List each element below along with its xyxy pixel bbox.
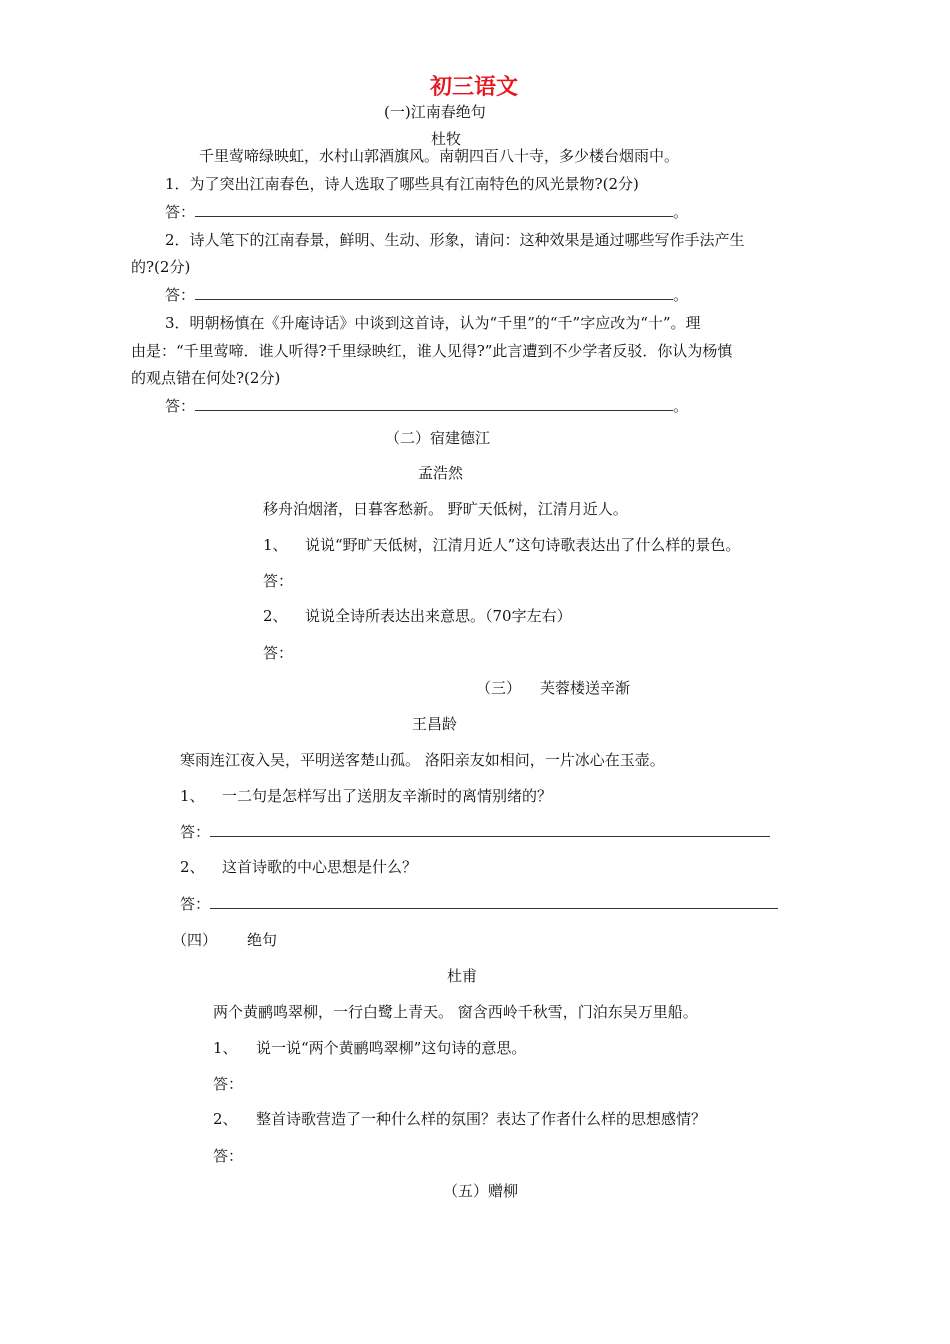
s3-question-2: 这首诗歌的中心思想是什么？ [222, 858, 418, 876]
s4-author: 杜甫 [447, 967, 478, 985]
s3-heading: 芙蓉楼送辛渐 [540, 679, 631, 697]
answer-label: 答： [165, 397, 196, 415]
s2-answer-1: 答： [263, 572, 294, 590]
answer-line[interactable] [195, 202, 673, 217]
s4-heading: 绝句 [247, 931, 278, 949]
s3-question-2-num: 2、 [180, 858, 205, 876]
answer-line[interactable] [210, 894, 778, 909]
answer-line[interactable] [195, 396, 673, 411]
answer-line[interactable] [195, 285, 673, 300]
s4-answer-1: 答： [213, 1075, 244, 1093]
s1-question-2-line1: 2．诗人笔下的江南春景，鲜明、生动、形象，请问：这种效果是通过哪些写作手法产生 [165, 231, 745, 249]
s3-poem: 寒雨连江夜入吴，平明送客楚山孤。 洛阳亲友如相问，一片冰心在玉壶。 [180, 751, 665, 769]
s4-question-2: 整首诗歌营造了一种什么样的氛围？表达了作者什么样的思想感情？ [256, 1110, 707, 1128]
s4-answer-2: 答： [213, 1147, 244, 1165]
answer-label: 答： [165, 286, 196, 304]
s3-author: 王昌龄 [412, 715, 458, 733]
s2-question-2-num: 2、 [263, 607, 288, 625]
s5-heading: （五）赠柳 [443, 1182, 519, 1200]
s1-question-3-line1: 3．明朝杨慎在《升庵诗话》中谈到这首诗，认为“千里”的“千”字应改为“十”。理 [165, 314, 701, 332]
s4-question-2-num: 2、 [213, 1110, 238, 1128]
s1-answer-1: 答： 。 [165, 203, 689, 221]
s3-answer-1 [180, 822, 770, 842]
s2-question-1-num: 1、 [263, 536, 288, 554]
answer-label: 答： [180, 823, 211, 841]
s4-poem: 两个黄鹂鸣翠柳，一行白鹭上青天。 窗含西岭千秋雪，门泊东吴万里船。 [213, 1003, 698, 1021]
s2-author: 孟浩然 [418, 464, 464, 482]
s4-question-1: 说一说“两个黄鹂鸣翠柳”这句诗的意思。 [256, 1039, 527, 1057]
s2-heading: （二）宿建德江 [385, 429, 491, 447]
s2-poem: 移舟泊烟渚，日暮客愁新。 野旷天低树，江清月近人。 [263, 500, 628, 518]
s3-answer-2 [180, 894, 778, 914]
s2-answer-2: 答： [263, 644, 294, 662]
s1-answer-2: 答： 。 [165, 286, 689, 304]
answer-line[interactable] [210, 822, 770, 837]
s1-question-3-line2: 由是：“千里莺啼．谁人听得?千里绿映红，谁人见得?”此言遭到不少学者反驳．你认为杨慎 [131, 342, 733, 360]
s4-heading-num: （四） [172, 931, 218, 949]
s1-question-2-line2: 的?(2分) [131, 258, 191, 276]
answer-label: 答： [165, 203, 196, 221]
s3-heading-num: （三） [476, 679, 522, 697]
s1-poem: 千里莺啼绿映虹，水村山郭酒旗风。南朝四百八十寺，多少楼台烟雨中。 [199, 147, 680, 165]
s2-question-2: 说说全诗所表达出来意思。（70字左右） [305, 607, 572, 625]
s1-author: 杜牧 [431, 130, 462, 148]
s2-question-1: 说说“野旷天低树，江清月近人”这句诗歌表达出了什么样的景色。 [305, 536, 741, 554]
s1-question-1: 1．为了突出江南春色，诗人选取了哪些具有江南特色的风光景物?(2分) [165, 175, 639, 193]
page-title: 初三语文 [430, 74, 519, 100]
answer-label: 答： [180, 895, 211, 913]
s1-answer-3: 答： 。 [165, 397, 689, 415]
s3-question-1: 一二句是怎样写出了送朋友辛渐时的离情别绪的？ [222, 787, 553, 805]
s1-heading: (一)江南春绝句 [384, 103, 486, 121]
s4-question-1-num: 1、 [213, 1039, 238, 1057]
s1-question-3-line3: 的观点错在何处?(2分) [131, 369, 281, 387]
s3-question-1-num: 1、 [180, 787, 205, 805]
